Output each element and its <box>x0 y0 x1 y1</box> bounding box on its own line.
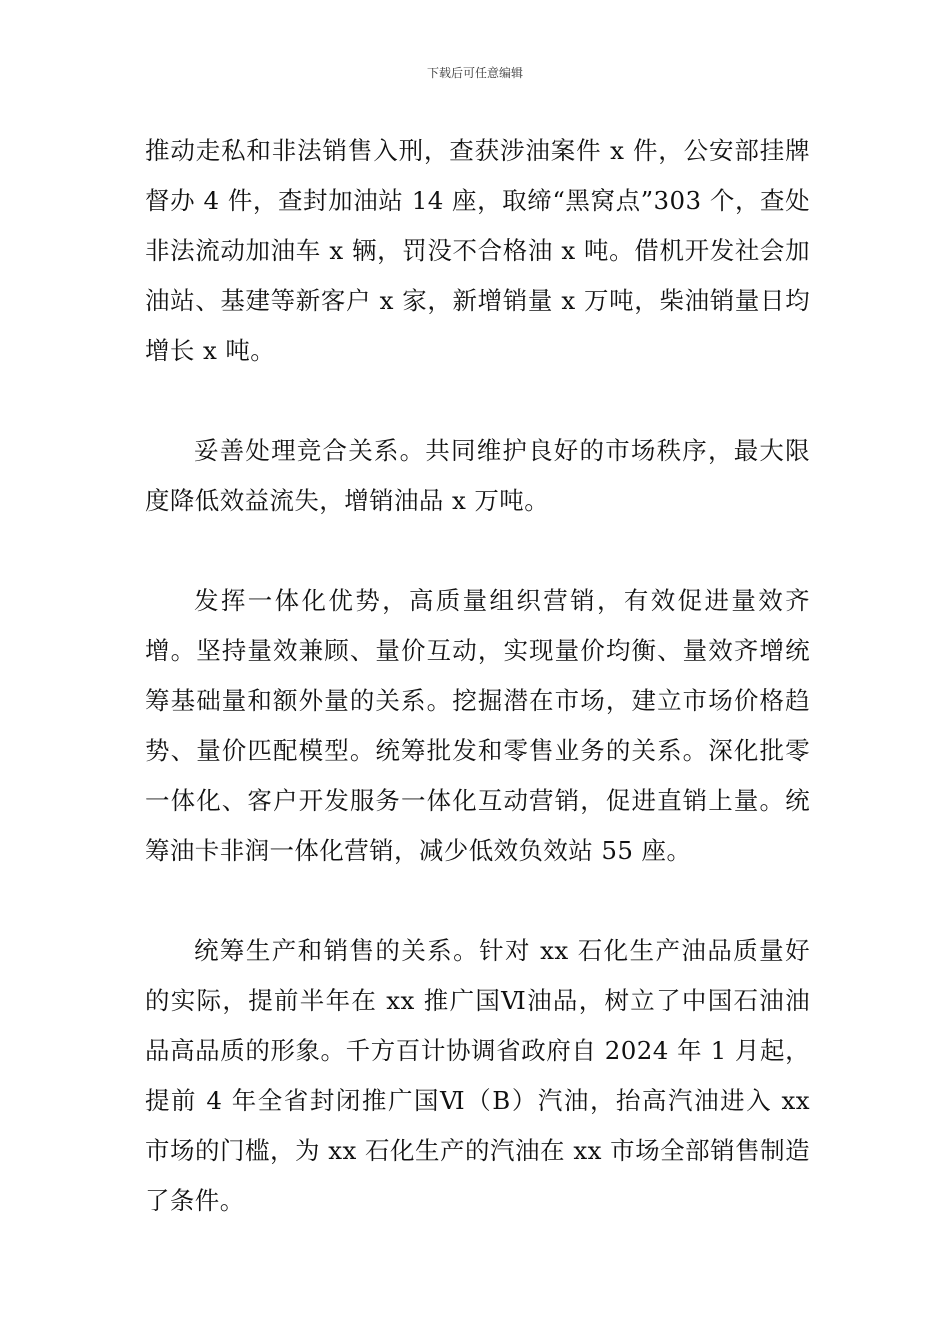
paragraph-gap <box>145 376 810 426</box>
paragraph-gap <box>145 526 810 576</box>
document-body <box>145 126 810 1226</box>
paragraph-2: 妥善处理竞合关系。共同维护良好的市场秩序，最大限度降低效益流失，增销油品 x 万吨。 <box>145 436 810 515</box>
paragraph-gap <box>145 876 810 926</box>
paragraph-1: 推动走私和非法销售入刑，查获涉油案件 x 件，公安部挂牌督办 4 件，查封加油站 14 座，取缔“黑窝点”303 个，查处非法流动加油车 x 辆，罚没不合格油 x 吨。借机开发社会加油站、基建等新客户 x 家，新增销量 x 万吨，柴油销量日均增长 x 吨。 <box>145 136 810 365</box>
paragraph-4: 统筹生产和销售的关系。针对 xx 石化生产油品质量好的实际，提前半年在 xx 推广国Ⅵ油品，树立了中国石油油品高品质的形象。千方百计协调省政府自 2024 年 1 月起，提前 4 年全省封闭推广国Ⅵ（B）汽油，抬高汽油进入 xx 市场的门槛，为 xx 石化生产的汽油在 xx 市场全部销售制造了条件。 <box>145 936 810 1215</box>
paragraph-3: 发挥一体化优势，高质量组织营销，有效促进量效齐增。坚持量效兼顾、量价互动，实现量价均衡、量效齐增统筹基础量和额外量的关系。挖掘潜在市场，建立市场价格趋势、量价匹配模型。统筹批发和零售业务的关系。深化批零一体化、客户开发服务一体化互动营销，促进直销上量。统筹油卡非润一体化营销，减少低效负效站 55 座。 <box>145 586 810 865</box>
page-header: 下载后可任意编辑 <box>426 66 523 80</box>
